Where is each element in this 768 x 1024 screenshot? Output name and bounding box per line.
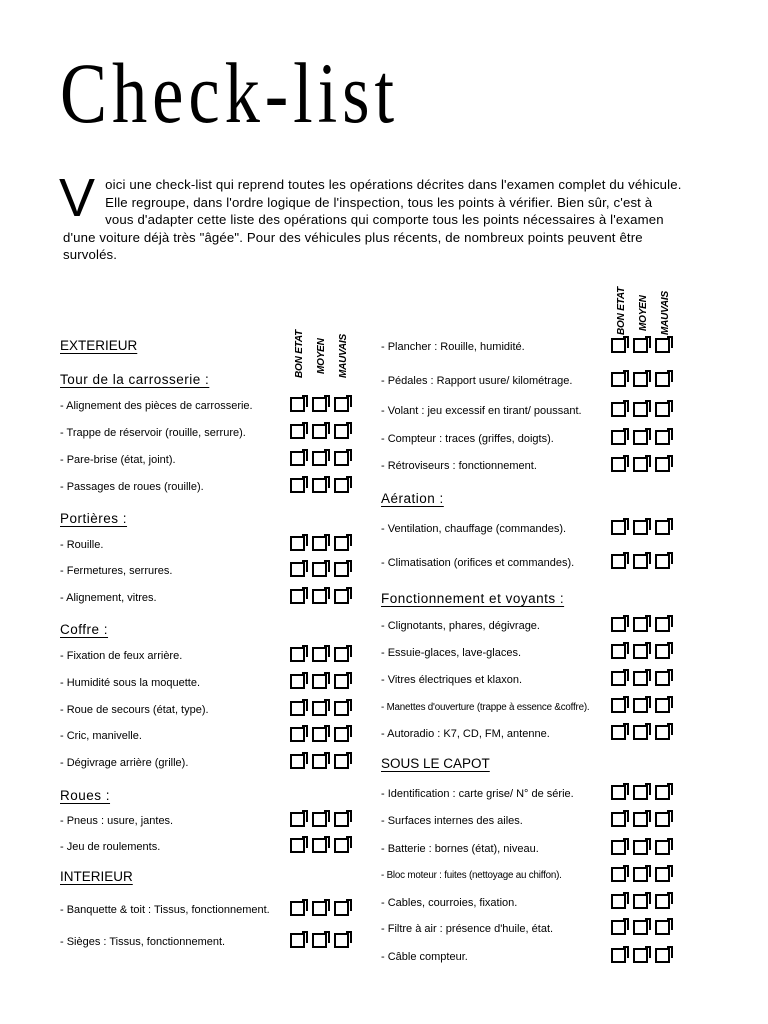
checkbox-moyen[interactable]	[633, 671, 648, 686]
rating-checkboxes[interactable]	[290, 754, 356, 769]
checkbox-mauvais[interactable]	[655, 372, 670, 387]
rating-checkboxes[interactable]	[290, 647, 356, 662]
checkbox-mauvais[interactable]	[655, 812, 670, 827]
section-portieres: Portières :	[60, 511, 128, 526]
checkbox-mauvais[interactable]	[655, 338, 670, 353]
checkbox-moyen[interactable]	[312, 647, 327, 662]
checkbox-mauvais[interactable]	[655, 698, 670, 713]
checklist-item: - Manettes d'ouverture (trappe à essence &coffre).	[381, 702, 590, 713]
checkbox-moyen[interactable]	[633, 617, 648, 632]
checkbox-mauvais[interactable]	[655, 840, 670, 855]
rating-checkboxes[interactable]	[290, 727, 356, 742]
checklist-item: - Clignotants, phares, dégivrage.	[381, 620, 540, 632]
checkbox-mauvais[interactable]	[334, 397, 349, 412]
checkbox-moyen[interactable]	[633, 644, 648, 659]
checklist-item: - Alignement, vitres.	[60, 592, 157, 604]
checkbox-bon-etat[interactable]	[611, 785, 626, 800]
section-aeration: Aération :	[381, 491, 444, 506]
checklist-item: - Câble compteur.	[381, 951, 468, 963]
checkbox-moyen[interactable]	[633, 372, 648, 387]
header-bon-etat-right: BON ETAT	[616, 286, 627, 335]
rating-checkboxes[interactable]	[611, 457, 677, 472]
page-title: Check-list	[60, 45, 400, 141]
checkbox-bon-etat[interactable]	[611, 894, 626, 909]
intro-dropcap: V	[59, 168, 96, 228]
checkbox-bon-etat[interactable]	[611, 812, 626, 827]
rating-checkboxes[interactable]	[611, 430, 677, 445]
checkbox-mauvais[interactable]	[334, 589, 349, 604]
checkbox-mauvais[interactable]	[655, 430, 670, 445]
checkbox-bon-etat[interactable]	[290, 562, 305, 577]
rating-checkboxes[interactable]	[611, 840, 677, 855]
rating-checkboxes[interactable]	[290, 933, 356, 948]
rating-checkboxes[interactable]	[611, 402, 677, 417]
rating-checkboxes[interactable]	[290, 838, 356, 853]
checkbox-bon-etat[interactable]	[611, 867, 626, 882]
checklist-item: - Vitres électriques et klaxon.	[381, 674, 523, 686]
checklist-item: - Climatisation (orifices et commandes).	[381, 557, 575, 569]
checkbox-mauvais[interactable]	[334, 701, 349, 716]
checklist-item: - Humidité sous la moquette.	[60, 677, 201, 689]
checkbox-bon-etat[interactable]	[290, 674, 305, 689]
checkbox-moyen[interactable]	[312, 933, 327, 948]
checkbox-moyen[interactable]	[633, 698, 648, 713]
checkbox-moyen[interactable]	[633, 725, 648, 740]
checklist-item: - Rouille.	[60, 539, 104, 551]
intro-paragraph	[59, 168, 683, 264]
checklist-item: - Jeu de roulements.	[60, 841, 161, 853]
rating-checkboxes[interactable]	[611, 812, 677, 827]
checkbox-bon-etat[interactable]	[290, 397, 305, 412]
checkbox-bon-etat[interactable]	[290, 589, 305, 604]
checkbox-mauvais[interactable]	[655, 554, 670, 569]
rating-checkboxes[interactable]	[611, 617, 677, 632]
rating-checkboxes[interactable]	[611, 785, 677, 800]
checkbox-mauvais[interactable]	[655, 520, 670, 535]
checkbox-bon-etat[interactable]	[290, 727, 305, 742]
rating-checkboxes[interactable]	[611, 698, 677, 713]
checkbox-mauvais[interactable]	[334, 901, 349, 916]
checkbox-moyen[interactable]	[633, 840, 648, 855]
checklist-item: - Surfaces internes des ailes.	[381, 815, 523, 827]
section-coffre: Coffre :	[60, 622, 109, 637]
checkbox-bon-etat[interactable]	[290, 536, 305, 551]
rating-checkboxes[interactable]	[611, 520, 677, 535]
checklist-item: - Pneus : usure, jantes.	[60, 815, 174, 827]
checkbox-bon-etat[interactable]	[611, 948, 626, 963]
checkbox-bon-etat[interactable]	[611, 402, 626, 417]
header-mauvais-right: MAUVAIS	[660, 291, 671, 335]
section-interieur: INTERIEUR	[60, 869, 133, 884]
rating-checkboxes[interactable]	[290, 812, 356, 827]
checkbox-mauvais[interactable]	[655, 725, 670, 740]
checklist-item: - Banquette & toit : Tissus, fonctionnement.	[60, 904, 270, 916]
checkbox-bon-etat[interactable]	[290, 451, 305, 466]
section-sous-le-capot: SOUS LE CAPOT	[381, 756, 490, 771]
rating-checkboxes[interactable]	[290, 701, 356, 716]
checkbox-mauvais[interactable]	[655, 948, 670, 963]
checklist-item: - Batterie : bornes (état), niveau.	[381, 843, 539, 855]
rating-checkboxes[interactable]	[611, 948, 677, 963]
checkbox-mauvais[interactable]	[334, 536, 349, 551]
checklist-item: - Passages de roues (rouille).	[60, 481, 204, 493]
checkbox-bon-etat[interactable]	[611, 840, 626, 855]
checkbox-moyen[interactable]	[312, 812, 327, 827]
checkbox-moyen[interactable]	[312, 589, 327, 604]
checkbox-bon-etat[interactable]	[611, 457, 626, 472]
rating-checkboxes[interactable]	[611, 671, 677, 686]
checklist-item: - Ventilation, chauffage (commandes).	[381, 523, 567, 535]
rating-checkboxes[interactable]	[290, 674, 356, 689]
section-roues: Roues :	[60, 788, 111, 803]
checkbox-bon-etat[interactable]	[290, 478, 305, 493]
checkbox-moyen[interactable]	[633, 402, 648, 417]
checkbox-mauvais[interactable]	[655, 785, 670, 800]
rating-checkboxes[interactable]	[290, 589, 356, 604]
checkbox-moyen[interactable]	[633, 430, 648, 445]
checkbox-moyen[interactable]	[312, 478, 327, 493]
checkbox-moyen[interactable]	[633, 457, 648, 472]
checkbox-mauvais[interactable]	[334, 478, 349, 493]
rating-checkboxes[interactable]	[290, 478, 356, 493]
checkbox-bon-etat[interactable]	[611, 725, 626, 740]
rating-checkboxes[interactable]	[290, 451, 356, 466]
checkbox-bon-etat[interactable]	[611, 644, 626, 659]
checklist-item: - Filtre à air : présence d'huile, état.	[381, 923, 554, 935]
header-moyen-right: MOYEN	[638, 295, 649, 331]
checkbox-bon-etat[interactable]	[290, 424, 305, 439]
checkbox-mauvais[interactable]	[655, 867, 670, 882]
rating-checkboxes[interactable]	[611, 644, 677, 659]
checkbox-moyen[interactable]	[312, 754, 327, 769]
checkbox-bon-etat[interactable]	[290, 812, 305, 827]
checklist-item: - Dégivrage arrière (grille).	[60, 757, 189, 769]
rating-checkboxes[interactable]	[290, 901, 356, 916]
rating-checkboxes[interactable]	[290, 424, 356, 439]
checklist-item: - Plancher : Rouille, humidité.	[381, 341, 525, 353]
checkbox-mauvais[interactable]	[334, 812, 349, 827]
checkbox-moyen[interactable]	[633, 338, 648, 353]
checkbox-bon-etat[interactable]	[611, 698, 626, 713]
checklist-item: - Pare-brise (état, joint).	[60, 454, 176, 466]
checkbox-mauvais[interactable]	[655, 894, 670, 909]
checkbox-bon-etat[interactable]	[611, 617, 626, 632]
checkbox-mauvais[interactable]	[334, 424, 349, 439]
checklist-item: - Rétroviseurs : fonctionnement.	[381, 460, 537, 472]
checkbox-moyen[interactable]	[633, 920, 648, 935]
checkbox-moyen[interactable]	[312, 727, 327, 742]
checkbox-mauvais[interactable]	[334, 674, 349, 689]
checkbox-mauvais[interactable]	[655, 402, 670, 417]
checkbox-bon-etat[interactable]	[611, 920, 626, 935]
checkbox-mauvais[interactable]	[655, 457, 670, 472]
checkbox-mauvais[interactable]	[334, 451, 349, 466]
header-bon-etat-left: BON ETAT	[294, 329, 305, 378]
checkbox-moyen[interactable]	[312, 451, 327, 466]
checklist-item: - Fermetures, serrures.	[60, 565, 173, 577]
checkbox-moyen[interactable]	[312, 901, 327, 916]
checkbox-moyen[interactable]	[312, 701, 327, 716]
checkbox-moyen[interactable]	[312, 424, 327, 439]
checkbox-moyen[interactable]	[633, 894, 648, 909]
checkbox-mauvais[interactable]	[334, 647, 349, 662]
rating-checkboxes[interactable]	[611, 554, 677, 569]
checkbox-bon-etat[interactable]	[611, 338, 626, 353]
checkbox-bon-etat[interactable]	[611, 554, 626, 569]
checkbox-bon-etat[interactable]	[290, 838, 305, 853]
checkbox-mauvais[interactable]	[334, 754, 349, 769]
rating-checkboxes[interactable]	[611, 725, 677, 740]
rating-checkboxes[interactable]	[290, 397, 356, 412]
checklist-item: - Volant : jeu excessif en tirant/ poussant.	[381, 405, 582, 417]
rating-checkboxes[interactable]	[611, 338, 677, 353]
checkbox-moyen[interactable]	[312, 674, 327, 689]
section-fonctionnement: Fonctionnement et voyants :	[381, 591, 565, 606]
checklist-item: - Bloc moteur : fuites (nettoyage au chiffon).	[381, 870, 562, 881]
checkbox-mauvais[interactable]	[655, 644, 670, 659]
checkbox-mauvais[interactable]	[655, 617, 670, 632]
checklist-item: - Fixation de feux arrière.	[60, 650, 183, 662]
intro-text: oici une check-list qui reprend toutes les opérations décrites dans l'examen complet du véhicule. Elle regroupe, dans l'ordre logique de l'inspection, tous les points à vérifier. Bien sûr, c'est à vous d'adapter cette liste des opérations qui comporte tous les points nécessaires à l'examen d'une voiture déjà très "âgée". Pour des véhicules plus récents, de nombreux points peuvent être survolés.	[63, 177, 682, 263]
rating-checkboxes[interactable]	[611, 372, 677, 387]
rating-checkboxes[interactable]	[611, 920, 677, 935]
checklist-item: - Identification : carte grise/ N° de série.	[381, 788, 574, 800]
checklist-item: - Autoradio : K7, CD, FM, antenne.	[381, 728, 550, 740]
checkbox-moyen[interactable]	[312, 536, 327, 551]
checkbox-moyen[interactable]	[312, 397, 327, 412]
checkbox-mauvais[interactable]	[334, 727, 349, 742]
checkbox-bon-etat[interactable]	[290, 701, 305, 716]
checkbox-bon-etat[interactable]	[611, 671, 626, 686]
checkbox-bon-etat[interactable]	[290, 901, 305, 916]
checkbox-mauvais[interactable]	[655, 920, 670, 935]
checklist-item: - Alignement des pièces de carrosserie.	[60, 400, 253, 412]
checkbox-moyen[interactable]	[633, 520, 648, 535]
checkbox-bon-etat[interactable]	[290, 933, 305, 948]
rating-checkboxes[interactable]	[290, 562, 356, 577]
checkbox-bon-etat[interactable]	[611, 372, 626, 387]
checkbox-moyen[interactable]	[633, 948, 648, 963]
checkbox-moyen[interactable]	[633, 812, 648, 827]
checklist-item: - Cables, courroies, fixation.	[381, 897, 518, 909]
checkbox-bon-etat[interactable]	[290, 754, 305, 769]
checkbox-moyen[interactable]	[312, 562, 327, 577]
checkbox-bon-etat[interactable]	[290, 647, 305, 662]
checkbox-moyen[interactable]	[312, 838, 327, 853]
checkbox-mauvais[interactable]	[334, 562, 349, 577]
checkbox-mauvais[interactable]	[655, 671, 670, 686]
header-mauvais-left: MAUVAIS	[338, 334, 349, 378]
rating-checkboxes[interactable]	[290, 536, 356, 551]
header-moyen-left: MOYEN	[316, 338, 327, 374]
checklist-item: - Roue de secours (état, type).	[60, 704, 209, 716]
checkbox-bon-etat[interactable]	[611, 430, 626, 445]
checklist-item: - Sièges : Tissus, fonctionnement.	[60, 936, 226, 948]
checklist-item: - Trappe de réservoir (rouille, serrure).	[60, 427, 246, 439]
checkbox-bon-etat[interactable]	[611, 520, 626, 535]
rating-checkboxes[interactable]	[611, 894, 677, 909]
checklist-item: - Cric, manivelle.	[60, 730, 142, 742]
section-exterieur: EXTERIEUR	[60, 338, 138, 353]
checkbox-moyen[interactable]	[633, 867, 648, 882]
checkbox-moyen[interactable]	[633, 785, 648, 800]
checklist-item: - Compteur : traces (griffes, doigts).	[381, 433, 554, 445]
checkbox-mauvais[interactable]	[334, 838, 349, 853]
checklist-item: - Pédales : Rapport usure/ kilométrage.	[381, 375, 573, 387]
checklist-item: - Essuie-glaces, lave-glaces.	[381, 647, 522, 659]
checkbox-mauvais[interactable]	[334, 933, 349, 948]
section-carrosserie: Tour de la carrosserie :	[60, 372, 210, 387]
checkbox-moyen[interactable]	[633, 554, 648, 569]
rating-checkboxes[interactable]	[611, 867, 677, 882]
